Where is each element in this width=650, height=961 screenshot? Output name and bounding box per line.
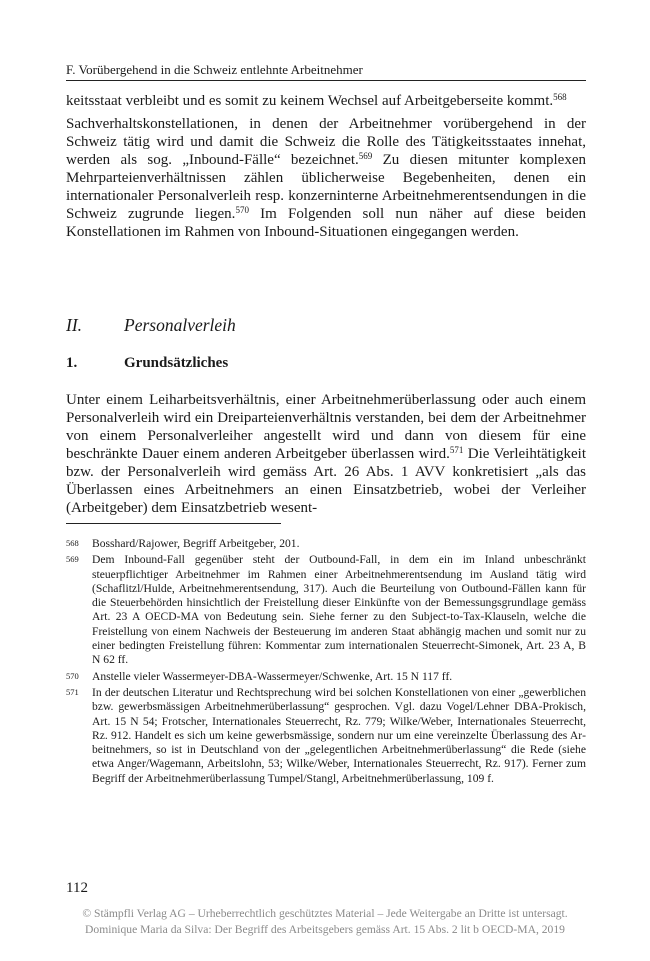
paragraph-3 — [66, 391, 586, 517]
footnote-text: Dem Inbound-Fall gegenüber steht der Outbound-Fall, in dem ein im Inland unbeschränkt steuerpflichtiger Arbeitnehmer im Rahmen einer Arbeitnehmerentsendung im Ausland tätig wird (Schaflitzl/Hulde, Arbeitnehmerentsendung, 317). Auch die Beurteilung von Outbound-Fällen kann für die Steuerbehörden hinsichtlich der Freistellung dieser Einkünfte von der Bemessungsgrundlage gemäss Art. 23 A OECD-MA von Bedeutung sein. Siehe ferner zu den Subject-to-Tax-Klauseln, welche die Freistellung von einem Nachweis der Besteuerung im anderen Staat abhängig machen und somit nur zu einer bedingten Freistellung führen: Kommentar zum internationalen Steuerrecht-Simonek, Art. 23 A, B N 62 ff. — [92, 553, 586, 667]
footnote-number: 571 — [66, 686, 79, 697]
footnote-text: Bosshard/Rajower, Begriff Arbeitgeber, 201. — [92, 537, 300, 550]
footnote — [66, 537, 586, 551]
header-rule — [66, 80, 586, 81]
footnote — [66, 686, 586, 786]
footnote-number: 570 — [66, 670, 79, 681]
paragraph-3-text-b: Die Verleihtätigkeit bzw. der Personalverleih wird gemäss Art. 26 Abs. 1 AVV konkretisiert „als das Überlassen eines Arbeitnehmers an einen Einsatzbetrieb, wobei der Verleiher (Arbeitgeber) dem Einsatzbetrieb wesent- — [66, 446, 586, 516]
body-text-top — [66, 92, 586, 241]
footnote-ref-568[interactable]: 568 — [553, 92, 567, 102]
footnote-text: Anstelle vieler Wassermeyer-DBA-Wassermeyer/Schwenke, Art. 15 N 117 ff. — [92, 669, 453, 683]
paragraph-3-text-a: Unter einem Leiharbeitsverhältnis, einer Arbeitnehmerüberlassung oder auch einem Personalverleih wird ein Dreiparteienverhältnis verstanden, bei dem der Arbeitnehmer von einem Personalverleiher angestellt wird und dann von diesem für eine beschränkte Dauer einem anderen Arbeitgeber überlassen wird. — [66, 392, 586, 462]
subsection-heading — [66, 354, 586, 372]
copyright-line-1: © Stämpfli Verlag AG – Urheberrechtlich geschütztes Material – Jede Weitergabe an Dritte ist untersagt. — [82, 907, 568, 920]
footnote-number: 568 — [66, 538, 79, 548]
page-number: 112 — [66, 880, 88, 896]
paragraph-2-text-a: Sachverhaltskonstellationen, in denen der Arbeitnehmer vorübergehend in der Schweiz tätig wird und damit die Schweiz die Rolle des Tätigkeitsstaates innehat, werden als sog. „Inbound-Fälle“ bezeichnet. — [66, 116, 586, 168]
footnote-ref-569[interactable]: 569 — [358, 151, 373, 161]
paragraph-2 — [66, 115, 586, 241]
subsection-number: 1. — [66, 355, 78, 371]
running-header: F. Vorübergehend in die Schweiz entlehnte Arbeitnehmer — [66, 62, 363, 77]
footnote-separator — [66, 523, 281, 524]
footnote-text: In der deutschen Literatur und Rechtsprechung wird bei solchen Konstellationen von einer „gewerblichen bzw. gewerbsmässigen Arbeitnehmerüberlassung“ gesprochen. Vgl. dazu Vogel/Lehner DBA-Prokisch, Art. 15 N 54; Frotscher, Internationales Steuerrecht, Rz. 779; Wilke/Weber, Internationales Steuerrecht, Rz. 912. Handelt es sich um keine gewerbsmässige, sondern nur um eine vereinzelte Überlassung des Arbeitnehmers, so ist in Deutschland von der „gelegentlichen Arbeitnehmerüberlassung“ die Rede (siehe etwa Anger/Wagemann, Arbeitslohn, 53; Wilke/Weber, Internationales Steuerrecht, Rz. 917). Ferner zum Begriff der Arbeitnehmerüberlassung Tumpel/Stangl, Arbeitnehmerüberlassung, 109 f. — [92, 685, 586, 785]
paragraph-2-text-c: Im Folgenden soll nun näher auf diese beiden Konstellationen im Rahmen von Inbound-Situationen eingegangen werden. — [66, 206, 586, 240]
paragraph-2-text-b: Zu diesen mitunter komplexen Mehrparteienverhältnissen zählen üblicherweise Begebenheiten, denen ein internationaler Personalverleih resp. konzerninterne Arbeitnehmerentsendungen in die Schweiz zugrunde liegen. — [66, 152, 586, 222]
copyright-notice — [0, 906, 650, 938]
footnote — [66, 670, 586, 684]
paragraph-1-text: keitsstaat verbleibt und es somit zu keinem Wechsel auf Arbeitgeberseite kommt. — [66, 93, 554, 109]
footnote-ref-571[interactable]: 571 — [449, 445, 464, 455]
footnote — [66, 553, 586, 667]
section-title: Personalverleih — [124, 315, 236, 335]
footnotes — [66, 537, 586, 788]
footnote-ref-570[interactable]: 570 — [235, 205, 249, 215]
body-text-bottom — [66, 391, 586, 517]
paragraph-1 — [66, 92, 586, 110]
copyright-line-2: Dominique Maria da Silva: Der Begriff des Arbeitsgebers gemäss Art. 15 Abs. 2 lit b OECD-MA, 2019 — [85, 923, 565, 936]
section-heading — [66, 314, 586, 336]
subsection-title: Grundsätzliches — [124, 355, 229, 371]
section-number: II. — [66, 315, 83, 335]
footnote-number: 569 — [66, 554, 79, 565]
